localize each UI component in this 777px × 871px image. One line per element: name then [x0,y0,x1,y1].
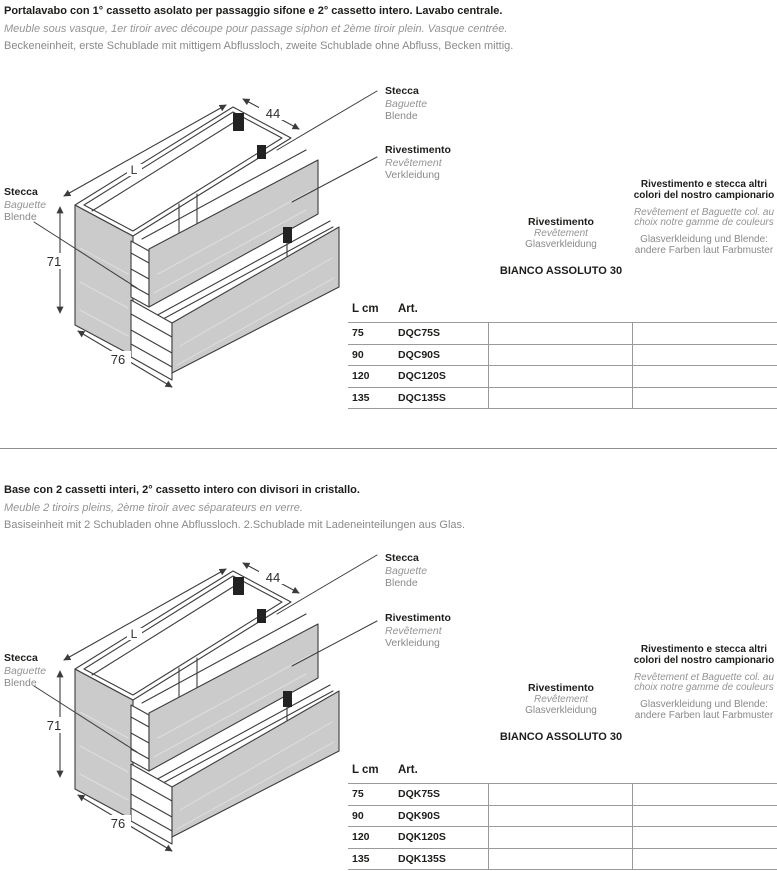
cell-art: DQK135S [398,852,446,865]
table-column-divider [632,323,633,409]
table-row [348,323,777,345]
cell-art: DQC120S [398,370,446,382]
cell-art: DQC75S [398,327,441,339]
finish-label-de: Glasverkleidung [525,239,597,250]
callout-stecca-it: Stecca [4,652,38,664]
section-title-it: Portalavabo con 1° cassetto asolato per passaggio sifone e 2° cassetto intero. Lavabo centrale. [4,5,503,17]
other-colors-fr: Revêtement et Baguette col. au choix notre gamme de couleurs [633,671,775,694]
callout-stecca-de: Blende [4,677,37,689]
callout-stecca-de: Blende [385,577,418,589]
table-column-divider [488,323,489,409]
dim-height-label: 71 [46,254,62,269]
dim-length-label: L [130,627,138,641]
section-title-block [4,3,513,56]
callout-rivestimento [385,612,451,650]
finish-column-header [498,217,624,277]
table-row [348,784,777,806]
other-colors-column-header [628,180,777,257]
section-title-de: Beckeneinheit, erste Schublade mit mittigem Abflussloch, zweite Schublade ohne Abfluss, Becken mittig. [4,40,514,52]
callout-stecca-de: Blende [385,110,418,122]
table-header [348,763,777,783]
callout-stecca-right [385,85,427,123]
cell-art: DQC135S [398,391,446,404]
dim-height-label: 71 [46,718,62,733]
cell-length: 120 [352,831,370,843]
callout-rivestimento-de: Verkleidung [385,169,440,181]
callout-stecca-right [385,552,427,590]
other-colors-it: Rivestimento e stecca altri colori del nostro campionario [633,179,775,201]
other-colors-it: Rivestimento e stecca altri colori del nostro campionario [633,644,775,666]
finish-label-fr: Revêtement [534,228,588,239]
finish-label-it: Rivestimento [528,682,594,694]
callout-stecca-left [4,652,46,690]
table-row [348,345,777,367]
table-row [348,806,777,828]
finish-label-it: Rivestimento [528,216,594,228]
cell-length: 90 [352,348,364,361]
finish-label-de: Glasverkleidung [525,705,597,716]
callout-rivestimento-it: Rivestimento [385,144,451,156]
table-column-divider [632,784,633,870]
table-col-art-header: Art. [398,764,418,776]
table-body [348,783,777,870]
callout-rivestimento-it: Rivestimento [385,612,451,624]
dim-depth-label: 44 [265,106,281,121]
cell-art: DQK90S [398,809,441,822]
dim-depth-bottom-label: 76 [110,816,126,831]
finish-column-header [498,683,624,743]
table-col-art-header: Art. [398,303,418,315]
dim-length-label: L [130,163,138,177]
callout-rivestimento-fr: Revêtement [385,156,442,169]
cell-length: 75 [352,788,364,800]
cell-length: 135 [352,852,370,865]
section-title-fr: Meuble sous vasque, 1er tiroir avec découpe pour passage siphon et 2ème tiroir plein. Vasque centrée. [4,22,508,35]
other-colors-de: Glasverkleidung und Blende: andere Farben laut Farbmuster [634,699,774,721]
cell-length: 90 [352,809,364,822]
callout-rivestimento-fr: Revêtement [385,624,442,637]
finish-value: BIANCO ASSOLUTO 30 [499,731,623,743]
table-column-divider [488,784,489,870]
cell-length: 75 [352,327,364,339]
callout-rivestimento-de: Verkleidung [385,637,440,649]
section-title-fr: Meuble 2 tiroirs pleins, 2ème tiroir avec séparateurs en verre. [4,501,303,514]
cell-art: DQK75S [398,788,441,800]
cell-length: 135 [352,391,370,404]
section-title-it: Base con 2 cassetti interi, 2° cassetto intero con divisori in cristallo. [4,484,360,496]
callout-stecca-it: Stecca [385,552,419,564]
table-body [348,322,777,409]
section-base-unit [0,460,777,871]
article-table [348,763,777,870]
dim-depth-bottom-label: 76 [110,352,126,367]
callout-stecca-fr: Baguette [385,97,428,110]
other-colors-fr: Revêtement et Baguette col. au choix notre gamme de couleurs [633,206,775,229]
cell-length: 120 [352,370,370,382]
table-row [348,827,777,849]
callout-stecca-it: Stecca [4,186,38,198]
callout-stecca-left [4,186,46,224]
cell-art: DQC90S [398,348,441,361]
table-row [348,388,777,410]
callout-stecca-de: Blende [4,211,37,223]
section-divider [0,448,777,449]
table-col-length-header: L cm [352,303,379,315]
article-table [348,302,777,409]
table-header [348,302,777,322]
finish-value: BIANCO ASSOLUTO 30 [499,265,623,277]
callout-stecca-fr: Baguette [4,198,47,211]
section-title-de: Basiseinheit mit 2 Schubladen ohne Abflussloch. 2.Schublade mit Ladeneinteilungen aus Glas. [4,519,466,531]
finish-label-fr: Revêtement [534,694,588,705]
dim-depth-label: 44 [265,570,281,585]
other-colors-column-header [628,645,777,722]
section-title-block [4,482,465,535]
table-col-length-header: L cm [352,764,379,776]
table-row [348,849,777,871]
other-colors-de: Glasverkleidung und Blende: andere Farben laut Farbmuster [634,234,774,256]
callout-stecca-fr: Baguette [4,664,47,677]
callout-rivestimento [385,144,451,182]
callout-stecca-fr: Baguette [385,564,428,577]
callout-stecca-it: Stecca [385,85,419,97]
table-row [348,366,777,388]
cell-art: DQK120S [398,831,446,843]
